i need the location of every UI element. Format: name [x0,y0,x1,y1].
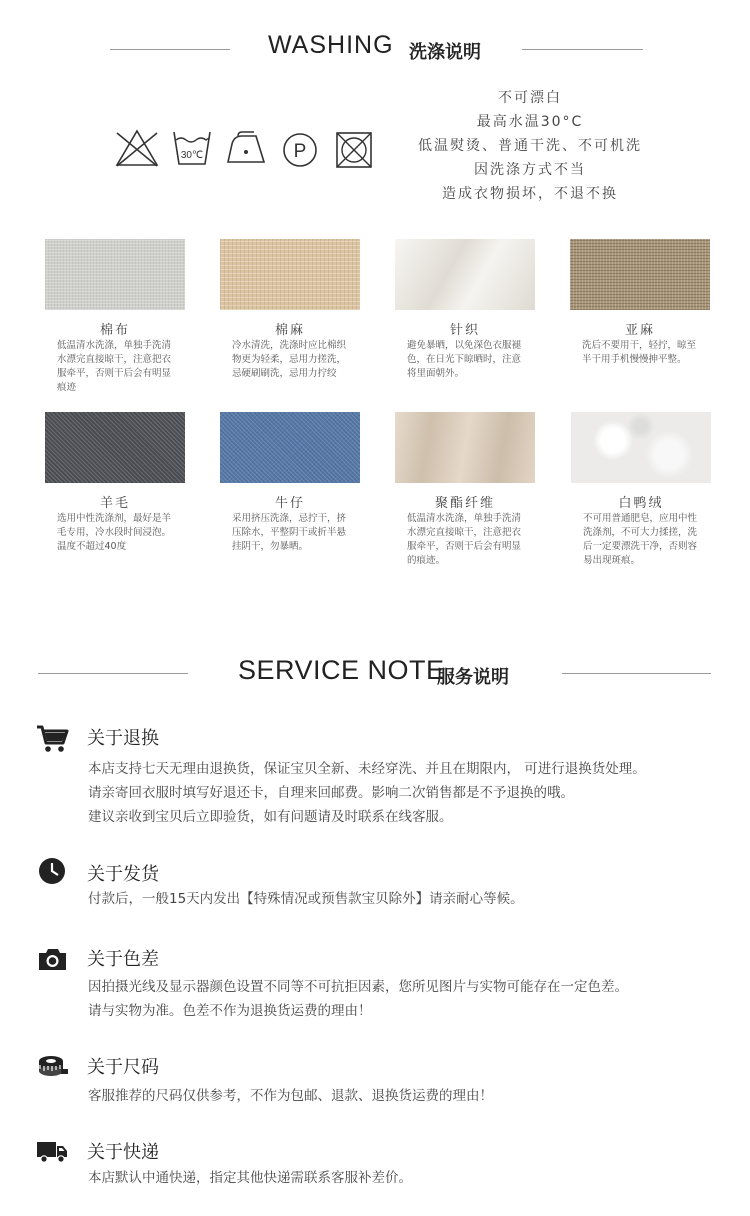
fabric-name: 棉麻 [274,323,305,338]
fabric-card-cotton [45,239,190,395]
fabric-swatch [45,239,185,310]
fabric-card-knit [395,239,540,381]
dry-clean-label: P [293,141,307,162]
note-line: 请与实物为准。色差不作为退换货运费的理由！ [88,1003,372,1019]
care-instructions [400,86,660,206]
tape-measure-icon [36,1053,70,1083]
iron-low-icon [224,128,268,168]
note-line: 建议亲收到宝贝后立即验货，如有问题请及时联系在线客服。 [88,809,453,825]
fabric-swatch [220,412,360,483]
fabric-name: 白鸭绒 [618,496,664,511]
note-title: 关于色差 [87,949,159,970]
note-line: 本店默认中通快递，指定其他快递需联系客服补差价。 [88,1170,412,1186]
delivery-truck-icon [36,1138,70,1168]
fabric-desc: 选用中性洗涤剂，最好是羊毛专用，冷水段时间浸泡。温度不超过40度 [57,513,172,552]
care-line: 因洗涤方式不当 [474,162,586,178]
fabric-name: 聚酯纤维 [434,496,495,511]
service-right-rule [562,673,711,674]
fabric-card-cotton-linen [220,239,365,381]
washing-right-rule [522,49,643,50]
fabric-swatch [570,239,710,310]
service-title-cn: 服务说明 [437,667,509,688]
wash-30c-icon [172,128,212,168]
note-title: 关于尺码 [87,1057,159,1078]
care-line: 造成衣物损坏，不退不换 [442,186,618,202]
camera-icon [36,945,70,975]
note-title: 关于发货 [87,864,159,885]
fabric-card-wool [45,412,190,554]
fabric-swatch [395,412,535,483]
fabric-name: 牛仔 [274,496,305,511]
no-bleach-icon [114,128,160,168]
service-title-en: SERVICE NOTE [238,655,445,685]
fabric-swatch [45,412,185,483]
note-title: 关于退换 [87,728,159,749]
care-line: 最高水温30°C [476,114,584,130]
no-tumble-dry-icon [334,128,374,168]
fabric-desc: 低温清水洗涤，单独手洗清水漂完直接晾干，注意把衣服牵平，否则干后会有明显的痕迹。 [407,513,522,566]
fabric-card-linen [570,239,715,367]
fabric-desc: 避免暴晒，以免深色衣服褪色，在日光下晾晒时，注意将里面朝外。 [407,340,522,379]
care-symbols [114,128,374,172]
shopping-cart-icon [36,724,70,754]
fabric-desc: 采用挤压洗涤，忌拧干，挤压除水，平整阴干或折半悬挂阴干，勿暴晒。 [232,513,347,552]
fabric-name: 亚麻 [624,323,655,338]
fabric-swatch [395,239,535,310]
wash-temp-label: 30℃ [180,150,204,161]
care-line: 低温熨烫、普通干洗、不可机洗 [418,138,642,154]
note-line: 付款后，一般15天内发出【特殊情况或预售款宝贝除外】请亲耐心等候。 [88,891,524,907]
clock-icon [36,858,70,888]
fabric-swatch [220,239,360,310]
washing-left-rule [110,49,230,50]
fabric-card-denim [220,412,365,554]
note-line: 请亲寄回衣服时填写好退还卡，自理来回邮费。影响二次销售都是不予退换的哦。 [88,785,574,801]
note-title: 关于快递 [87,1142,159,1163]
fabric-name: 羊毛 [99,496,130,511]
fabric-swatch [571,412,711,483]
fabric-card-polyester [395,412,540,568]
note-line: 客服推荐的尺码仅供参考，不作为包邮、退款、退换货运费的理由！ [88,1088,493,1104]
washing-title-cn: 洗涤说明 [409,42,481,63]
care-line: 不可漂白 [498,90,562,106]
fabric-name: 棉布 [99,323,130,338]
fabric-desc: 不可用普通肥皂，应用中性洗涤剂，不可大力揉搓，洗后一定要漂洗干净，否则容易出现斑痕。 [583,513,698,566]
washing-title-en: WASHING [268,31,394,59]
fabric-desc: 洗后不要用干，轻拧，晾至半干用手机慢慢抻平整。 [582,340,697,365]
note-line: 因拍摄光线及显示器颜色设置不同等不可抗拒因素，您所见图片与实物可能存在一定色差。 [88,979,628,995]
note-line: 本店支持七天无理由退换货，保证宝贝全新、未经穿洗、并且在期限内， 可进行退换货处理。 [88,761,646,777]
fabric-name: 针织 [449,323,480,338]
dry-clean-p-icon [280,128,320,168]
fabric-desc: 低温清水洗涤，单独手洗清水漂完直接晾干，注意把衣服牵平，否则干后会有明显痕迹 [57,340,172,393]
fabric-card-duck-down [571,412,716,568]
fabric-desc: 冷水清洗，洗涤时应比棉织物更为轻柔，忌用力搓洗，忌硬刷刷洗，忌用力拧绞 [232,340,347,379]
service-left-rule [38,673,188,674]
